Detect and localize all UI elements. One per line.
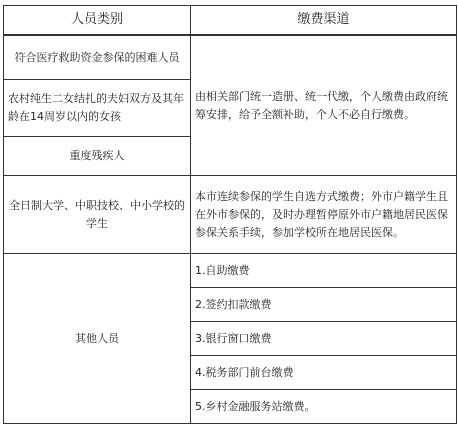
channel-item: 4.税务部门前台缴费: [191, 356, 457, 390]
header-channel: 缴费渠道: [191, 6, 457, 36]
table-row: [4, 254, 457, 288]
channel-item: 2.签约扣款缴费: [191, 288, 457, 322]
category-cell: 其他人员: [4, 254, 191, 424]
payment-channel-table: [3, 5, 457, 424]
table-row: [4, 35, 457, 80]
channel-item: 5.乡村金融服务站缴费。: [191, 390, 457, 424]
category-cell: 全日制大学、中职技校、中小学校的学生: [4, 176, 191, 254]
category-cell: 重度残疾人: [4, 137, 191, 176]
channel-cell-shared: 由相关部门统一造册、统一代缴，个人缴费由政府统筹安排，给予全额补助，个人不必自行缴费。: [191, 35, 457, 176]
table-row: [4, 176, 457, 254]
category-cell: 符合医疗救助资金参保的困难人员: [4, 35, 191, 80]
table-header-row: [4, 6, 457, 36]
channel-item: 1.自助缴费: [191, 254, 457, 288]
header-category: 人员类别: [4, 6, 191, 36]
category-cell: 农村纯生二女结扎的夫妇双方及其年龄在14周岁以内的女孩: [4, 80, 191, 137]
channel-item: 3.银行窗口缴费: [191, 322, 457, 356]
channel-cell: 本市连续参保的学生自选方式缴费；外市户籍学生且在外市参保的，及时办理暂停原外市户籍地居民医保参保关系手续，参加学校所在地居民医保。: [191, 176, 457, 254]
